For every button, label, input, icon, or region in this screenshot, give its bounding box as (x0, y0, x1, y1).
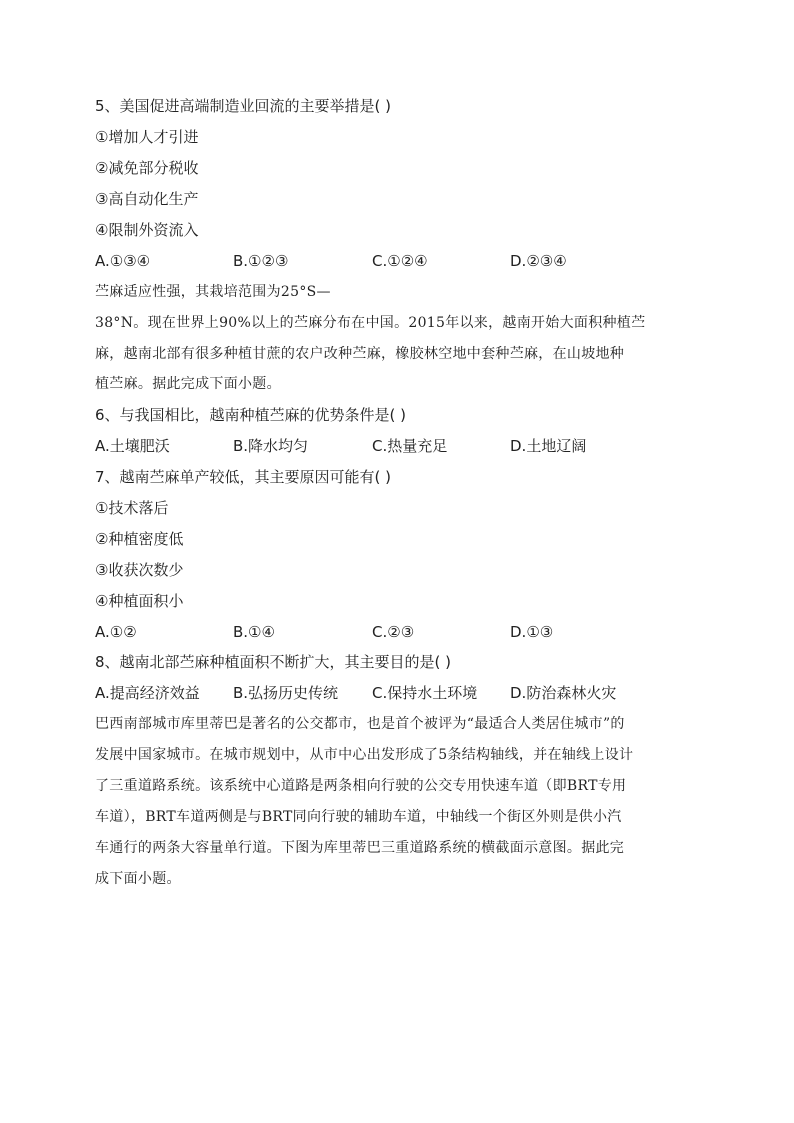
q5-options (95, 250, 695, 272)
q8-option-b: B.弘扬历史传统 (233, 684, 339, 702)
q5-item-4: ④限制外资流入 (95, 221, 199, 239)
passage1-line-3: 麻，越南北部有很多种植甘蔗的农户改种苎麻，橡胶林空地中套种苎麻，在山坡地种 (95, 346, 625, 362)
q5-option-a: A.①③④ (95, 252, 151, 270)
q8-option-a: A.提高经济效益 (95, 684, 200, 702)
q7-item-3: ③收获次数少 (95, 561, 184, 579)
passage2-line-2: 发展中国家城市。在城市规划中，从市中心出发形成了5条结构轴线，并在轴线上设计 (95, 747, 634, 763)
q7-item-1: ①技术落后 (95, 499, 169, 517)
q8-option-c: C.保持水土环境 (372, 684, 478, 702)
passage2-line-1: 巴西南部城市库里蒂巴是著名的公交都市，也是首个被评为“最适合人类居住城市”的 (95, 716, 625, 732)
q5-option-c: C.①②④ (372, 252, 428, 270)
q6-stem: 6、与我国相比，越南种植苎麻的优势条件是( ) (95, 406, 407, 424)
passage1-line-4: 植苎麻。据此完成下面小题。 (95, 376, 281, 392)
q5-item-1: ①增加人才引进 (95, 128, 199, 146)
q8-options (95, 682, 695, 704)
passage2-line-4: 车道），BRT车道两侧是与BRT同向行驶的辅助车道，中轴线一个街区外则是供小汽 (95, 809, 622, 825)
q5-option-d: D.②③④ (510, 252, 567, 270)
passage2-line-5: 车通行的两条大容量单行道。下图为库里蒂巴三重道路系统的横截面示意图。据此完 (95, 840, 625, 856)
q6-option-a: A.土壤肥沃 (95, 437, 170, 455)
q6-option-b: B.降水均匀 (233, 437, 309, 455)
q8-option-d: D.防治森林火灾 (510, 684, 617, 702)
q7-item-4: ④种植面积小 (95, 592, 184, 610)
passage2-line-6: 成下面小题。 (95, 871, 181, 887)
q7-option-a: A.①② (95, 623, 137, 641)
passage1-line-1: 苎麻适应性强，其栽培范围为25°S— (95, 284, 331, 300)
q8-stem: 8、越南北部苎麻种植面积不断扩大，其主要目的是( ) (95, 653, 452, 671)
q7-option-d: D.①③ (510, 623, 554, 641)
passage1-line-2: 38°N。现在世界上90%以上的苎麻分布在中国。2015年以来，越南开始大面积种植苎 (95, 315, 646, 331)
q5-stem: 5、美国促进高端制造业回流的主要举措是( ) (95, 97, 392, 115)
passage2-line-3: 了三重道路系统。该系统中心道路是两条相向行驶的公交专用快速车道（即BRT专用 (95, 778, 627, 794)
q7-stem: 7、越南苎麻单产较低，其主要原因可能有( ) (95, 468, 392, 486)
q7-option-c: C.②③ (372, 623, 415, 641)
q5-item-2: ②减免部分税收 (95, 159, 199, 177)
q5-option-b: B.①②③ (233, 252, 289, 270)
q5-item-3: ③高自动化生产 (95, 190, 199, 208)
q7-item-2: ②种植密度低 (95, 530, 184, 548)
q7-option-b: B.①④ (233, 623, 275, 641)
q6-options (95, 435, 695, 457)
q6-option-c: C.热量充足 (372, 437, 448, 455)
q7-options (95, 621, 695, 643)
q6-option-d: D.土地辽阔 (510, 437, 587, 455)
